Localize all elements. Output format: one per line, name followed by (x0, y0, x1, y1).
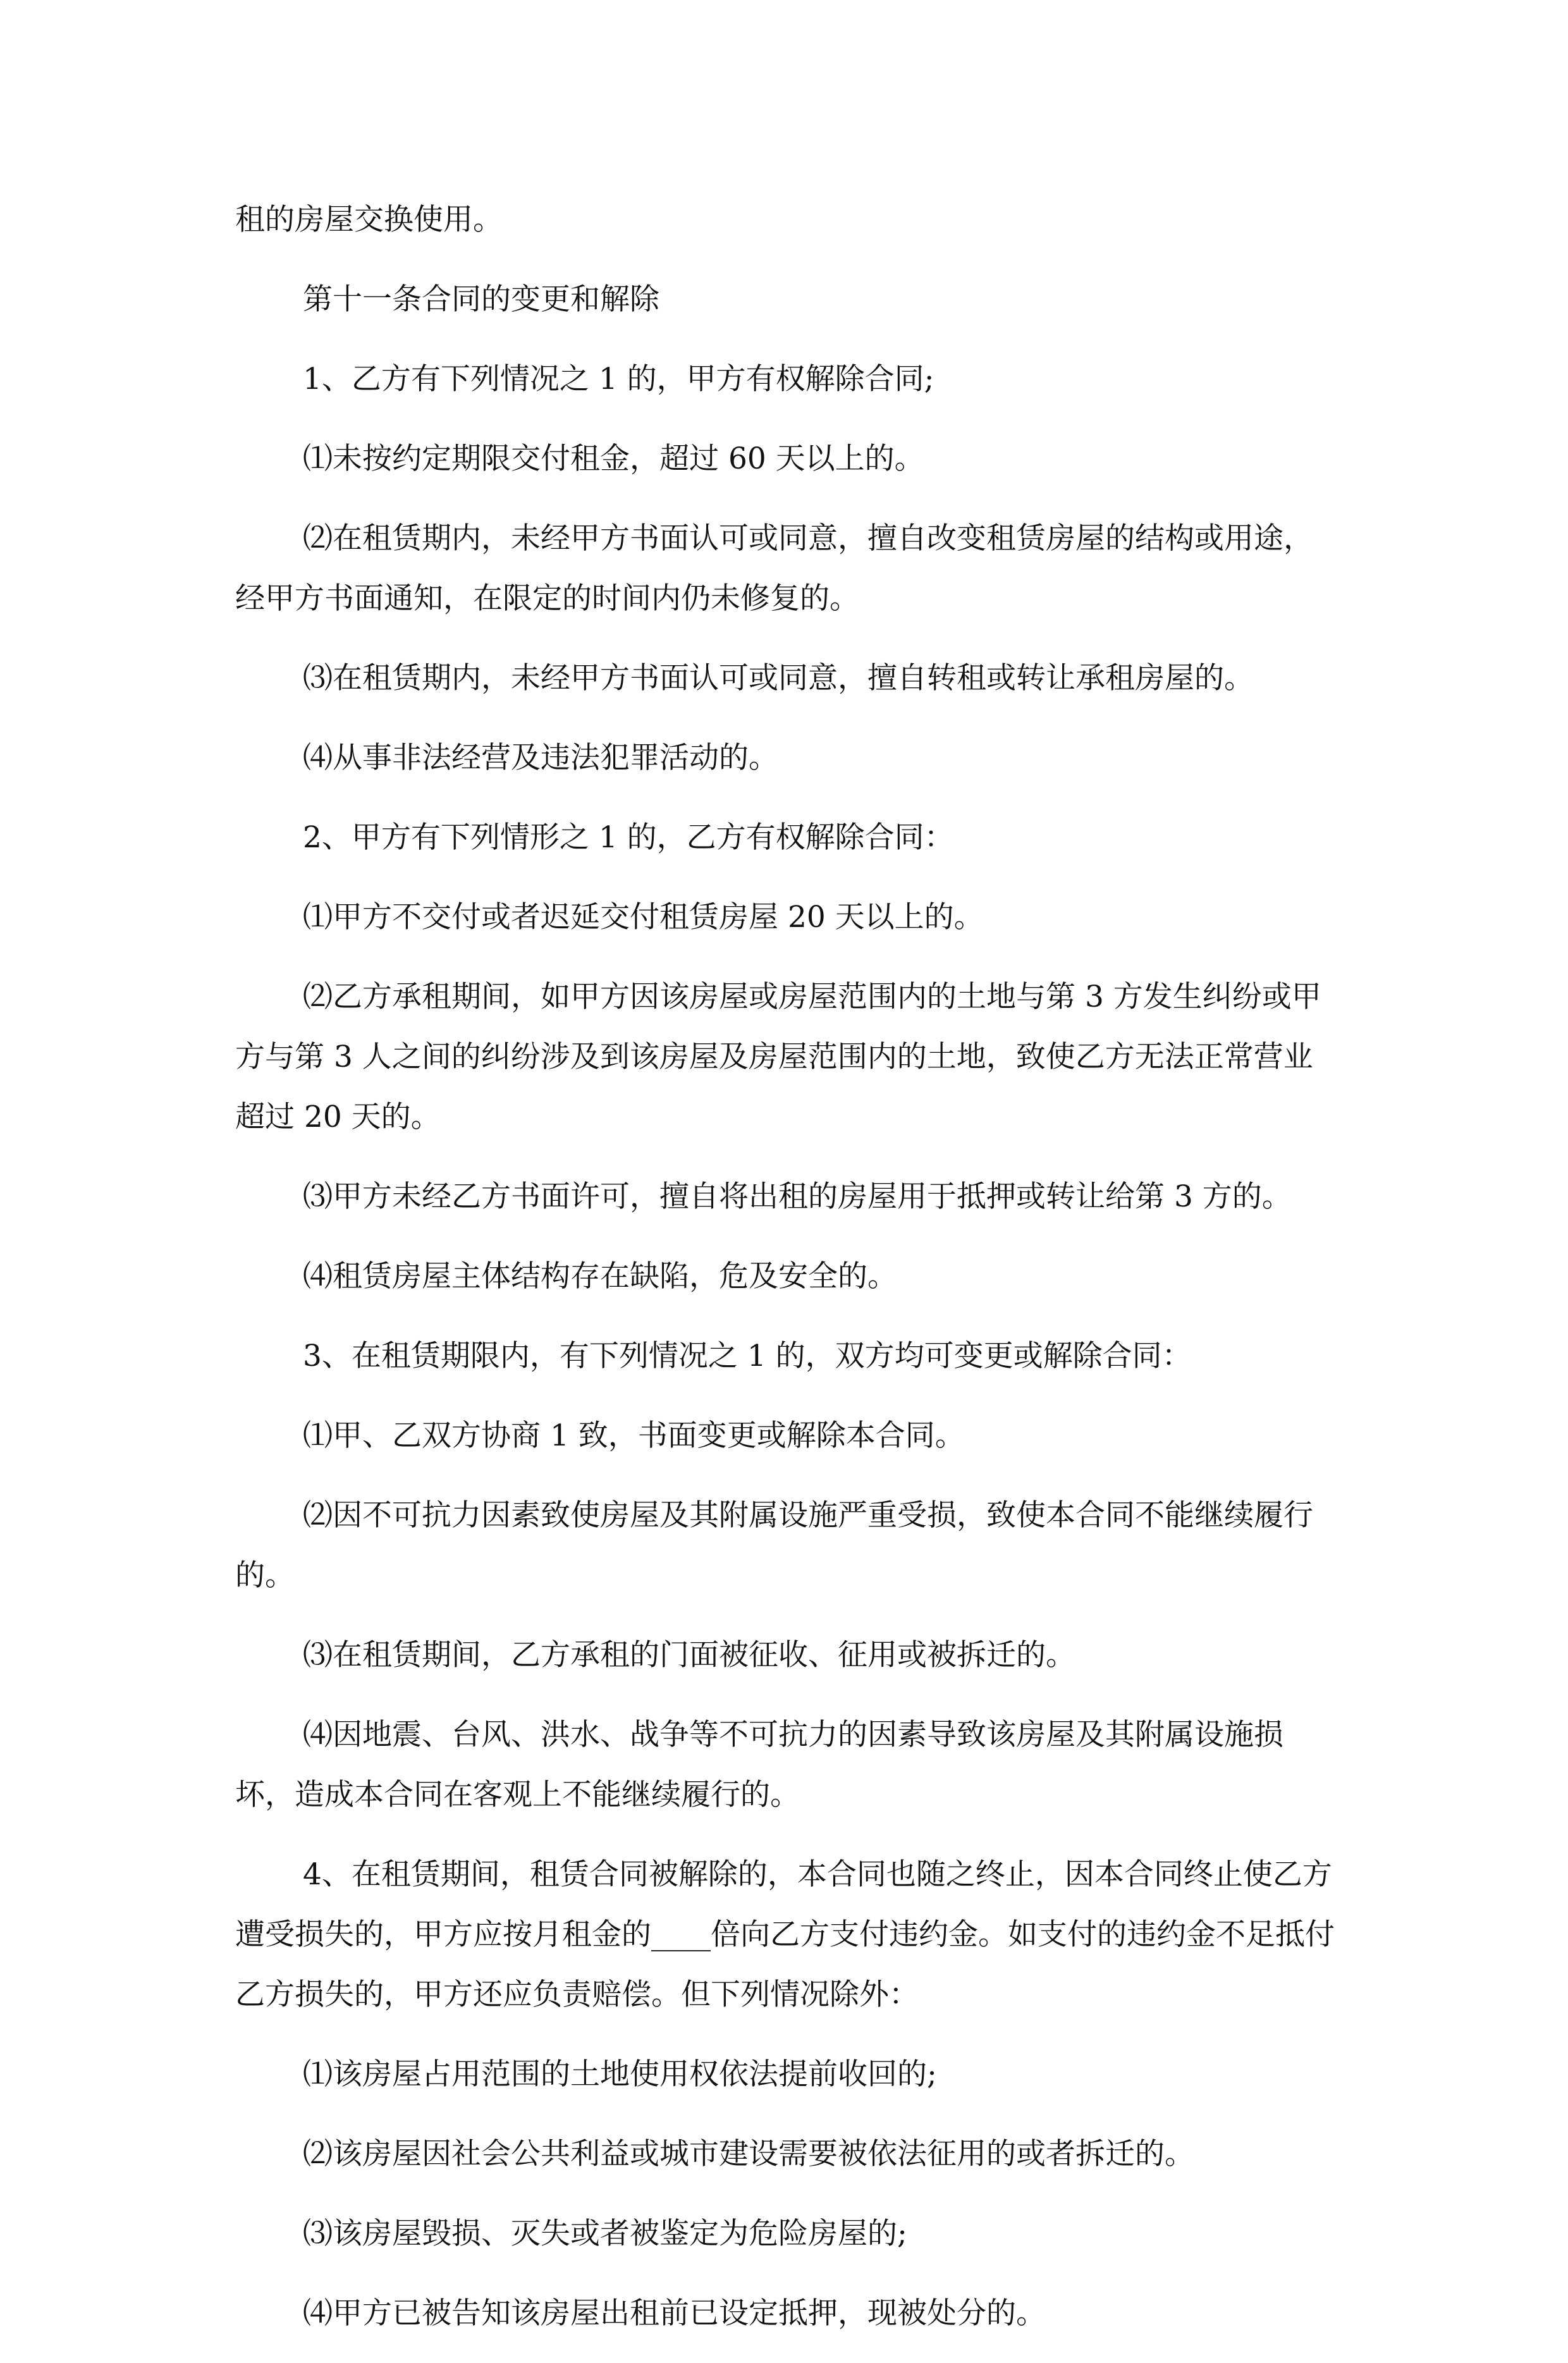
clause-1-item-1: ⑴未按约定期限交付租金，超过 60 天以上的。 (303, 441, 924, 476)
section-heading: 第十一条合同的变更和解除 (303, 282, 659, 317)
clause-1-item-3: ⑶在租赁期内，未经甲方书面认可或同意，擅自转租或转让承租房屋的。 (303, 661, 1254, 696)
clause-1-item-2: ⑵在租赁期内，未经甲方书面认可或同意，擅自改变租赁房屋的结构或用途，经甲方书面通知，在限定的时间内仍未修复的。 (235, 521, 1313, 616)
clause-2-item-1: ⑴甲方不交付或者迟延交付租赁房屋 20 天以上的。 (303, 900, 984, 935)
clause-2-item-4: ⑷租赁房屋主体结构存在缺陷，危及安全的。 (303, 1259, 897, 1294)
clause-3-item-1: ⑴甲、乙双方协商 1 致，书面变更或解除本合同。 (303, 1418, 965, 1453)
clause-1: 1、乙方有下列情况之 1 的，甲方有权解除合同; (303, 362, 934, 396)
clause-4-item-1: ⑴该房屋占用范围的土地使用权依法提前收回的; (303, 2057, 937, 2092)
clause-2: 2、甲方有下列情形之 1 的，乙方有权解除合同： (303, 820, 954, 855)
clause-2-item-2: ⑵乙方承租期间，如甲方因该房屋或房屋范围内的土地与第 3 方发生纠纷或甲方与第 3 人之间的纠纷涉及到该房屋及房屋范围内的土地，致使乙方无法正常营业超过 20 天的。 (235, 979, 1321, 1134)
clause-3-item-4: ⑷因地震、台风、洪水、战争等不可抗力的因素导致该房屋及其附属设施损坏，造成本合同在客观上不能继续履行的。 (235, 1717, 1283, 1812)
clause-4-item-2: ⑵该房屋因社会公共利益或城市建设需要被依法征用的或者拆迁的。 (303, 2137, 1194, 2171)
clause-4: 4、在租赁期间，租赁合同被解除的，本合同也随之终止，因本合同终止使乙方遭受损失的，甲方应按月租金的____倍向乙方支付违约金。如支付的违约金不足抵付乙方损失的，甲方还应负责赔偿。但下列情况除外： (235, 1857, 1335, 2012)
clause-3: 3、在租赁期限内，有下列情况之 1 的，双方均可变更或解除合同： (303, 1339, 1192, 1373)
document-body (235, 190, 1335, 2363)
clause-3-item-3: ⑶在租赁期间，乙方承租的门面被征收、征用或被拆迁的。 (303, 1638, 1075, 1673)
paragraph-continuation: 租的房屋交换使用。 (235, 202, 503, 237)
clause-4-item-3: ⑶该房屋毁损、灭失或者被鉴定为危险房屋的; (303, 2216, 907, 2251)
clause-1-item-4: ⑷从事非法经营及违法犯罪活动的。 (303, 740, 778, 775)
clause-4-item-4: ⑷甲方已被告知该房屋出租前已设定抵押，现被处分的。 (303, 2296, 1046, 2331)
clause-3-item-2: ⑵因不可抗力因素致使房屋及其附属设施严重受损，致使本合同不能继续履行的。 (235, 1498, 1313, 1593)
clause-2-item-3: ⑶甲方未经乙方书面许可，擅自将出租的房屋用于抵押或转让给第 3 方的。 (303, 1179, 1292, 1214)
